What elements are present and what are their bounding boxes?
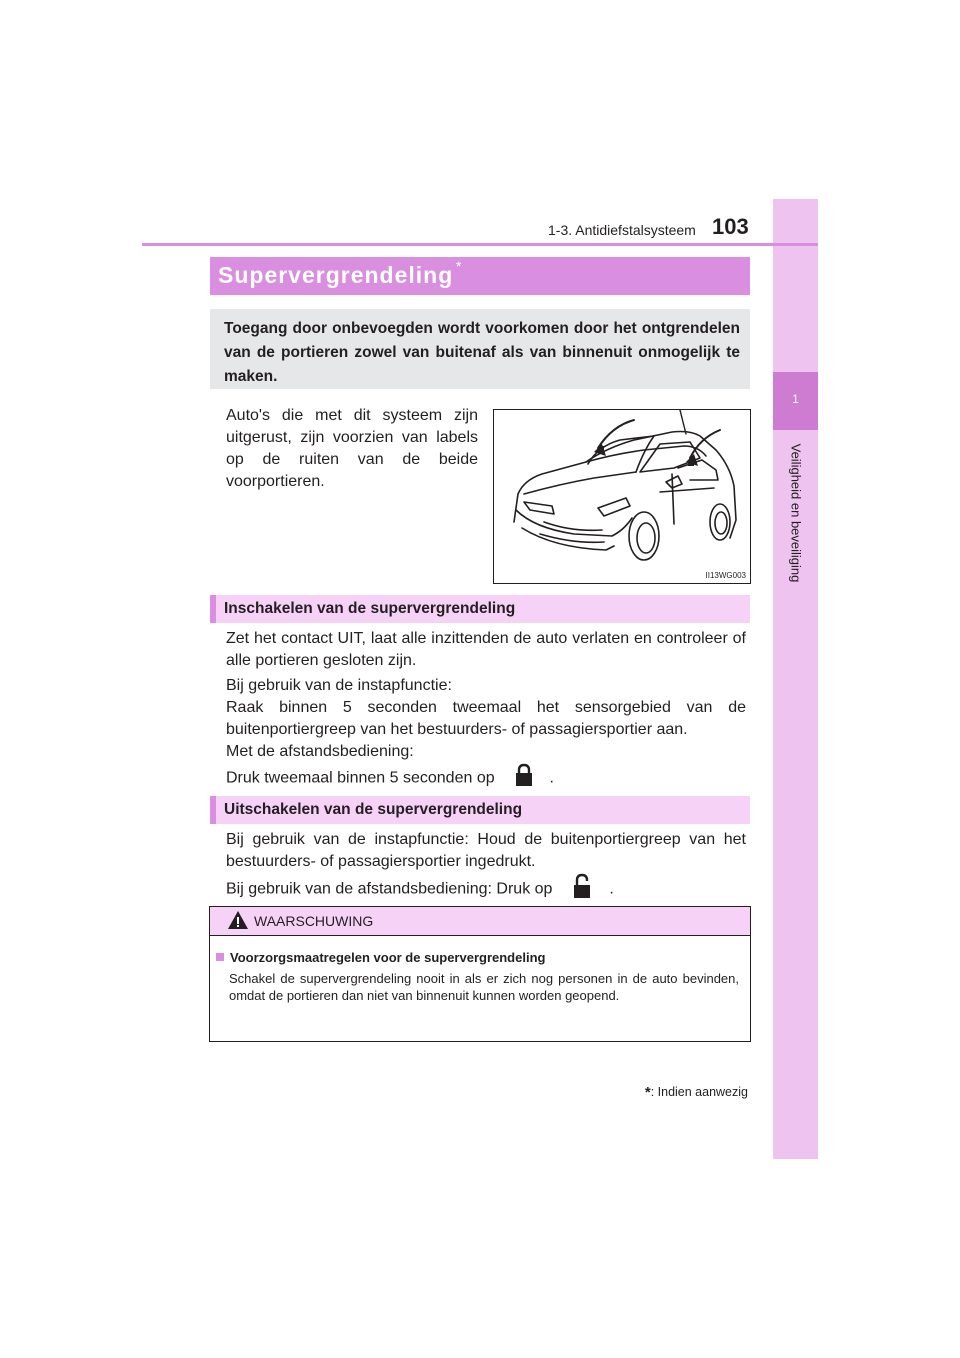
- chapter-number: 1: [792, 392, 799, 406]
- illustration-code: II13WG003: [705, 571, 746, 580]
- footnote-star: *: [644, 1084, 651, 1101]
- intro-text: Toegang door onbevoegden wordt voorkomen door het ontgrendelen van de portieren zowel van buitenaf als van binnenuit onmogelijk te maken.: [224, 320, 740, 385]
- warning-title: WAARSCHUWING: [254, 913, 374, 929]
- chapter-side-tab: [773, 199, 818, 1159]
- chapter-title: Veiligheid en beveiliging: [788, 443, 804, 583]
- enable-heading: Inschakelen van de supervergrendeling: [224, 600, 516, 617]
- enable-line-3: Met de afstandsbediening:: [226, 743, 414, 760]
- disable-line-1: Bij gebruik van de instapfunctie: Houd de buitenportiergreep van het bestuurders- of passagiersportier ingedrukt.: [226, 831, 746, 870]
- enable-line-4-end: .: [549, 769, 554, 787]
- disable-instructions: [226, 829, 746, 906]
- footnote: [600, 1084, 748, 1101]
- enable-instructions: [226, 675, 746, 794]
- warning-item-title-text: Voorzorgsmaatregelen voor de supervergrendeling: [230, 950, 546, 965]
- section-path: 1-3. Antidiefstalsysteem: [548, 222, 696, 238]
- warning-triangle-icon: [227, 910, 249, 935]
- footnote-text: : Indien aanwezig: [650, 1085, 748, 1099]
- enable-line-4: [226, 763, 746, 794]
- enable-line-2: Raak binnen 5 seconden tweemaal het sensorgebied van de buitenportiergreep van het bestuurders- of passagiersportier aan.: [226, 699, 746, 738]
- warning-item-body: Schakel de supervergrendeling nooit in als er zich nog personen in de auto bevinden, omdat de portieren dan niet van binnenuit kunnen worden geopend.: [229, 971, 739, 1003]
- enable-line-1: Bij gebruik van de instapfunctie:: [226, 677, 452, 694]
- disable-line-2-text: Bij gebruik van de afstandsbediening: Druk op: [226, 880, 553, 898]
- disable-line-2: [226, 873, 746, 906]
- enable-heading-accent: [210, 595, 216, 623]
- disable-heading-accent: [210, 796, 216, 824]
- header-rule: [142, 243, 818, 246]
- intro-paragraph: Auto's die met dit systeem zijn uitgerust, zijn voorzien van labels op de ruiten van de beide voorportieren.: [226, 407, 478, 490]
- lock-icon: [515, 763, 533, 794]
- page-title: Supervergrendeling: [218, 262, 454, 288]
- title-asterisk: *: [456, 258, 462, 274]
- disable-line-2-end: .: [609, 880, 614, 898]
- disable-heading: Uitschakelen van de supervergrendeling: [224, 801, 523, 818]
- enable-paragraph: Zet het contact UIT, laat alle inzittenden de auto verlaten en controleer of alle portieren gesloten zijn.: [226, 630, 746, 669]
- car-illustration: [493, 409, 751, 584]
- warning-bullet: [216, 953, 224, 961]
- enable-line-4-text: Druk tweemaal binnen 5 seconden op: [226, 769, 495, 787]
- page-number: 103: [712, 214, 749, 239]
- car-drawing: [494, 410, 750, 583]
- unlock-icon: [573, 873, 591, 906]
- warning-item-title: [216, 950, 545, 965]
